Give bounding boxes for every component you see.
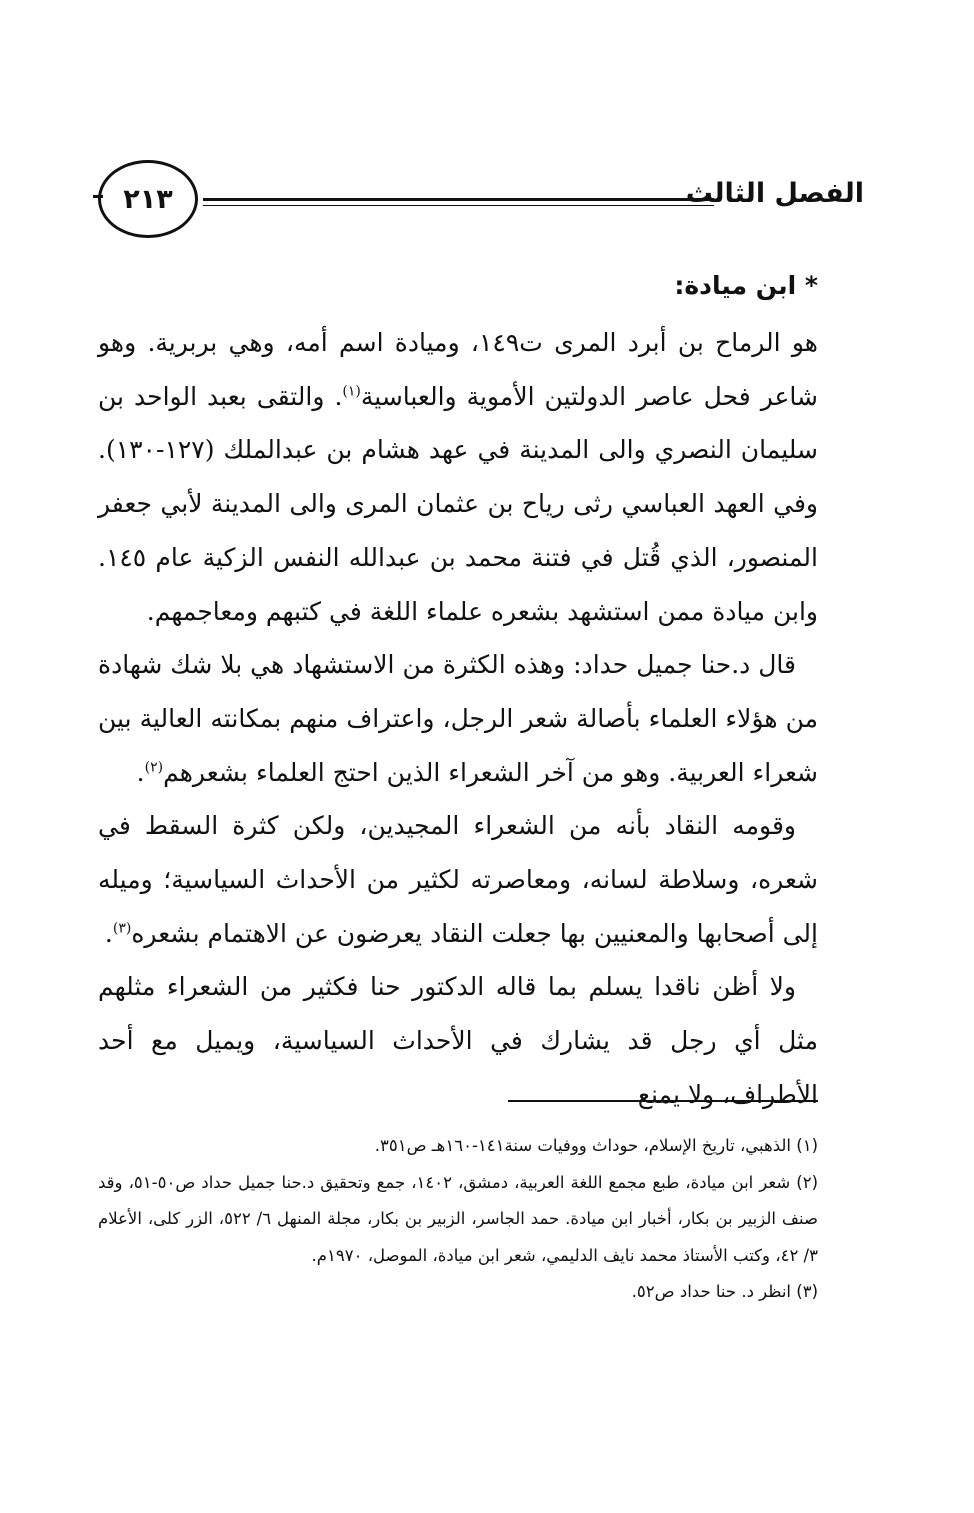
- chapter-title: الفصل الثالث: [685, 178, 864, 209]
- paragraph-text: ولا أظن ناقدا يسلم بما قاله الدكتور حنا فكثير من الشعراء مثلهم مثل أي رجل قد يشارك في الأحداث السياسية، ويميل مع أحد الأطراف، ولا يمنع: [98, 972, 818, 1109]
- page-number: ٢١٣: [123, 183, 173, 215]
- footnote-mark: (٣): [112, 920, 132, 937]
- footnote: (٢) شعر ابن ميادة، طبع مجمع اللغة العربية، دمشق، ١٤٠٢، جمع وتحقيق د.حنا جميل حداد ص٥٠-٥١، وقد صنف الزبير بن بكار، أخبار ابن ميادة. حمد الجاسر، الزبير بن بكار، مجلة المنهل ٦/ ٥٢٢، الزر كلى، الأعلام ٣/ ٤٢، وكتب الأستاذ محمد نايف الدليمي، شعر ابن ميادة، الموصل، ١٩٧٠م.: [98, 1172, 818, 1265]
- footnote: (٣) انظر د. حنا حداد ص٥٢.: [631, 1282, 818, 1301]
- page-header: [98, 160, 864, 270]
- paragraph: [98, 638, 818, 799]
- footnote-separator: [508, 1100, 818, 1102]
- footnote-mark: (١): [342, 383, 361, 400]
- footnote-mark: (٢): [144, 759, 164, 776]
- body-text: [98, 316, 818, 1122]
- badge-tick: [93, 195, 103, 198]
- paragraph-text-continued: .: [136, 757, 145, 787]
- paragraph-text: قال د.حنا جميل حداد: وهذه الكثرة من الاستشهاد هي بلا شك شهادة من هؤلاء العلماء بأصالة شعر الرجل، واعتراف منهم بمكانته العالية بين شعراء العربية. وهو من آخر الشعراء الذين احتج العلماء بشعرهم: [98, 650, 818, 787]
- paragraph: [98, 799, 818, 960]
- header-rule: [203, 198, 714, 201]
- page-number-badge: [98, 160, 198, 238]
- paragraph: [98, 960, 818, 1121]
- paragraph-text: هو الرماح بن أبرد المرى ت١٤٩، وميادة اسم أمه، وهي بربرية. وهو شاعر فحل عاصر الدولتين الأموية والعباسية: [98, 328, 818, 411]
- section-heading: * ابن ميادة:: [674, 271, 818, 300]
- footnote: (١) الذهبي، تاريخ الإسلام، حوداث ووفيات سنة١٤١-١٦٠هـ ص٣٥١.: [374, 1136, 818, 1155]
- paragraph-text-continued: . والتقى بعبد الواحد بن سليمان النصري والى المدينة في عهد هشام بن عبدالملك (١٢٧-١٣٠). وفي العهد العباسي رثى رياح بن عثمان المرى والى المدينة لأبي جعفر المنصور، الذي قُتل في فتنة محمد بن عبدالله النفس الزكية عام ١٤٥. وابن ميادة ممن استشهد بشعره علماء اللغة في كتبهم ومعاجمهم.: [98, 381, 818, 626]
- paragraph-text-continued: .: [104, 918, 113, 948]
- paragraph-text: وقومه النقاد بأنه من الشعراء المجيدين، ولكن كثرة السقط في شعره، وسلاطة لسانه، ومعاصرته لكثير من الأحداث السياسية؛ وميله إلى أصحابها والمعنيين بها جعلت النقاد يعرضون عن الاهتمام بشعره: [98, 811, 818, 948]
- footnotes: [98, 1128, 818, 1311]
- paragraph: [98, 316, 818, 638]
